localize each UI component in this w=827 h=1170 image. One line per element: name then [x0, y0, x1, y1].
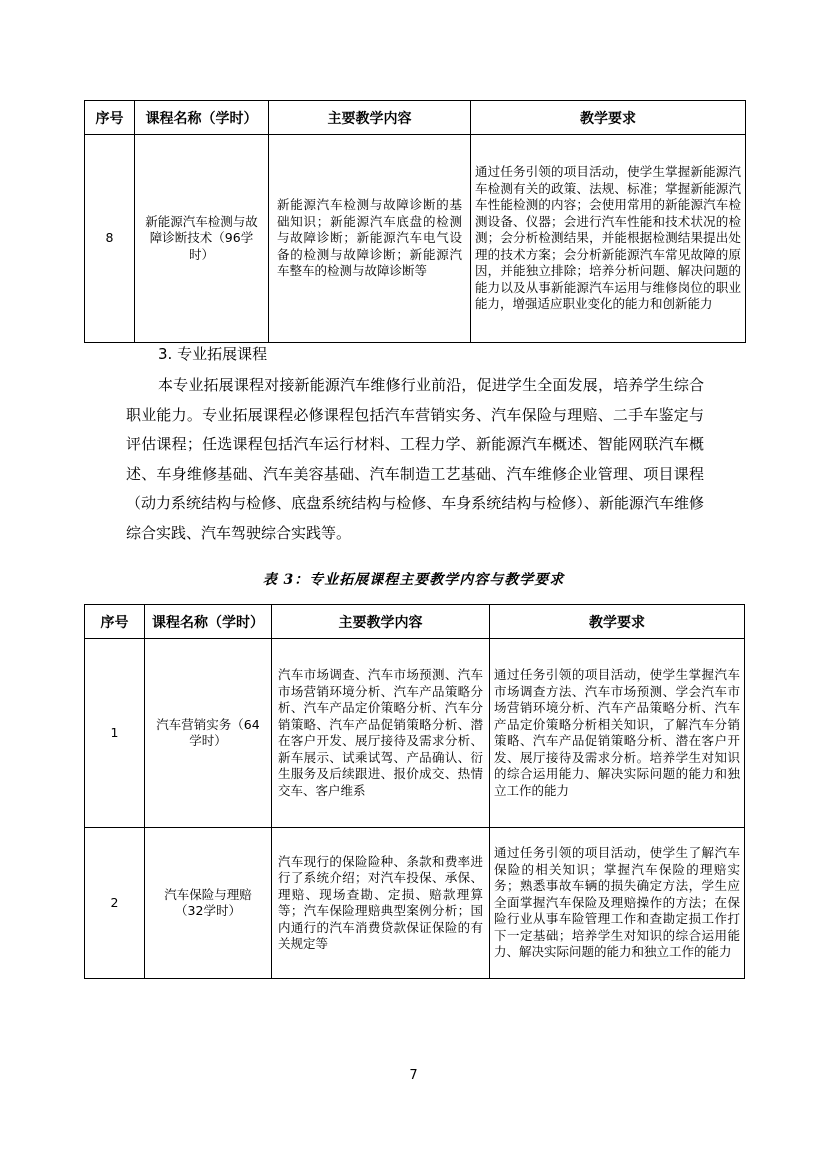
header-course-name: 课程名称（学时） [135, 101, 269, 135]
header-no: 序号 [85, 101, 135, 135]
row-content: 新能源汽车检测与故障诊断的基础知识；新能源汽车底盘的检测与故障诊断；新能源汽车电气设备的检测与故障诊断；新能源汽车整车的检测与故障诊断等 [269, 135, 471, 343]
row-course-name: 汽车保险与理赔（32学时） [145, 828, 272, 979]
course-table-top [84, 100, 746, 343]
table-header-row [85, 605, 745, 639]
row-course-name: 新能源汽车检测与故障诊断技术（96学时） [135, 135, 269, 343]
row-course-name: 汽车营销实务（64学时） [145, 639, 272, 828]
header-content: 主要教学内容 [272, 605, 490, 639]
header-course-name: 课程名称（学时） [145, 605, 272, 639]
course-table-bottom [84, 604, 745, 979]
row-no: 2 [85, 828, 145, 979]
header-no: 序号 [85, 605, 145, 639]
row-requirement: 通过任务引领的项目活动，使学生掌握新能源汽车检测有关的政策、法规、标准；掌握新能源汽车性能检测的内容；会使用常用的新能源汽车检测设备、仪器；会进行汽车性能和技术状况的检测；会分析检测结果，并能根据检测结果提出处理的技术方案；会分析新能源汽车常见故障的原因，并能独立排除；培养分析问题、解决问题的能力以及从事新能源汽车运用与维修岗位的职业能力，增强适应职业变化的能力和创新能力 [471, 135, 746, 343]
row-no: 1 [85, 639, 145, 828]
section-title: 3. 专业拓展课程 [158, 345, 268, 363]
row-requirement: 通过任务引领的项目活动，使学生掌握汽车市场调查方法、汽车市场预测、学会汽车市场营销环境分析、汽车产品策略分析、汽车产品定价策略分析相关知识，了解汽车分销策略、汽车产品促销策略分析、潜在客户开发、展厅接待及需求分析。培养学生对知识的综合运用能力、解决实际问题的能力和独立工作的能力 [490, 639, 745, 828]
body-paragraph: 本专业拓展课程对接新能源汽车维修行业前沿，促进学生全面发展，培养学生综合职业能力。专业拓展课程必修课程包括汽车营销实务、汽车保险与理赔、二手车鉴定与评估课程；任选课程包括汽车运行材料、工程力学、新能源汽车概述、智能网联汽车概述、车身维修基础、汽车美容基础、汽车制造工艺基础、汽车维修企业管理、项目课程（动力系统结构与检修、底盘系统结构与检修、车身系统结构与检修）、新能源汽车维修综合实践、汽车驾驶综合实践等。 [126, 376, 704, 542]
table-row [85, 639, 745, 828]
row-no: 8 [85, 135, 135, 343]
row-content: 汽车市场调查、汽车市场预测、汽车市场营销环境分析、汽车产品策略分析、汽车产品定价策略分析、汽车分销策略、汽车产品促销策略分析、潜在客户开发、展厅接待及需求分析、新车展示、试乘试驾、产品确认、衍生服务及后续跟进、报价成交、热情交车、客户维系 [272, 639, 490, 828]
row-content: 汽车现行的保险险种、条款和费率进行了系统介绍；对汽车投保、承保、理赔、现场查勘、定损、赔款理算等；汽车保险理赔典型案例分析；国内通行的汽车消费贷款保证保险的有关规定等 [272, 828, 490, 979]
header-content: 主要教学内容 [269, 101, 471, 135]
table-row [85, 828, 745, 979]
header-requirement: 教学要求 [471, 101, 746, 135]
header-requirement: 教学要求 [490, 605, 745, 639]
table-caption: 表 3：专业拓展课程主要教学内容与教学要求 [262, 572, 565, 588]
row-requirement: 通过任务引领的项目活动，使学生了解汽车保险的相关知识；掌握汽车保险的理赔实务；熟悉事故车辆的损失确定方法，学生应全面掌握汽车保险及理赔操作的方法；在保险行业从事车险管理工作和查勘定损工作打下一定基础；培养学生对知识的综合运用能力、解决实际问题的能力和独立工作的能力 [490, 828, 745, 979]
page-number: 7 [409, 1068, 418, 1083]
table-header-row [85, 101, 746, 135]
table-row [85, 135, 746, 343]
